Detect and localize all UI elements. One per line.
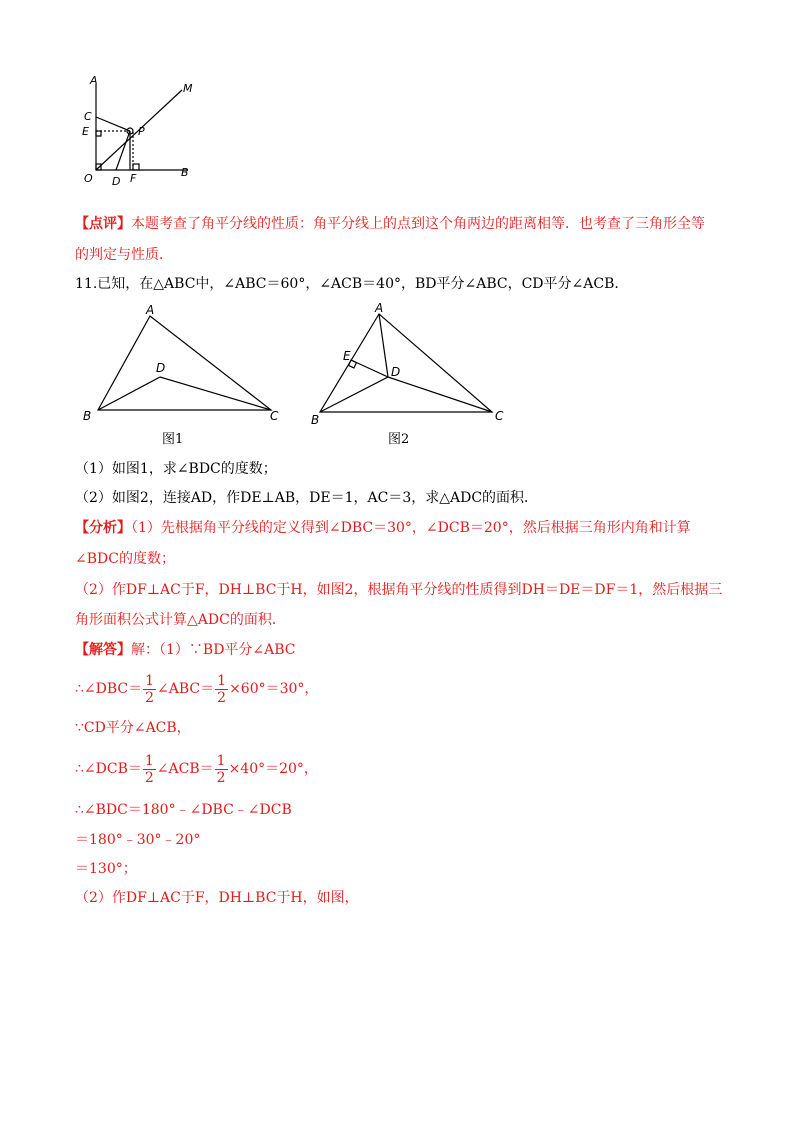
fig1-label-B: B [83, 409, 92, 423]
comment-tag: 【点评】 [75, 216, 131, 232]
fraction-denominator: 2 [217, 689, 227, 706]
fig1-label-D: D [156, 361, 166, 375]
fig2-label-C: C [495, 409, 504, 423]
label-B: B [181, 166, 189, 179]
sol2-part-c: ×60°＝30°， [229, 681, 319, 697]
problem-stem: 11.已知，在△ABC中，∠ABC＝60°，∠ACB＝40°，BD平分∠ABC，CD平分∠ACB． [75, 276, 629, 292]
solution-line-4 [75, 752, 318, 786]
sol4-part-b: ∠ACB＝ [156, 761, 214, 777]
fraction-numerator: 1 [217, 672, 227, 689]
fig2-label-E: E [343, 349, 351, 363]
figure-1-triangle [80, 300, 290, 425]
analysis-line-1 [75, 518, 691, 538]
comment-text-1: 本题考查了角平分线的性质：角平分线上的点到这个角两边的距离相等．也考查了三角形全等 [131, 216, 705, 232]
question-2: （2）如图2，连接AD，作DE⊥AB，DE＝1，AC＝3，求△ADC的面积． [75, 490, 539, 506]
analysis-line-2: ∠BDC的度数； [75, 551, 175, 567]
fig1-caption: 图1 [162, 432, 184, 447]
fraction-half-1 [143, 673, 156, 706]
fig1-label-A: A [146, 303, 155, 317]
solution-line-5: ∴∠BDC＝180°﹣∠DBC﹣∠DCB [75, 802, 292, 818]
analysis-text-1: （1）先根据角平分线的定义得到∠DBC＝30°，∠DCB＝20°，然后根据三角形内角和计算 [131, 520, 691, 536]
solution-line-6: ＝180°﹣30°﹣20° [75, 832, 201, 848]
fraction-numerator: 1 [216, 752, 226, 769]
fraction-half-4 [215, 753, 228, 786]
fraction-denominator: 2 [144, 769, 154, 786]
label-M: M [183, 82, 193, 95]
fraction-denominator: 2 [216, 769, 226, 786]
analysis-line-4: 角形面积公式计算△ADC的面积． [75, 612, 286, 628]
fraction-half-2 [215, 673, 228, 706]
fig2-label-A: A [375, 301, 384, 315]
question-1: （1）如图1，求∠BDC的度数； [75, 461, 277, 477]
figure-angle-bisector [70, 70, 210, 195]
fig2-label-D: D [391, 365, 401, 379]
solution-line-3: ∵CD平分∠ACB， [75, 720, 191, 736]
fraction-numerator: 1 [144, 752, 154, 769]
sol4-part-c: ×40°＝20°， [228, 761, 318, 777]
fig2-label-B: B [311, 413, 320, 427]
figure-2-triangle [305, 300, 515, 430]
label-E: E [82, 125, 89, 138]
solution-text-1: 解：（1）∵BD平分∠ABC [131, 642, 296, 658]
fraction-numerator: 1 [145, 672, 155, 689]
fig1-label-C: C [270, 409, 279, 423]
sol4-part-a: ∴∠DCB＝ [75, 761, 142, 777]
label-A: A [90, 74, 98, 87]
analysis-line-3: （2）作DF⊥AC于F，DH⊥BC于H，如图2，根据角平分线的性质得到DH＝DE＝DF＝1，然后根据三 [75, 582, 723, 598]
label-F: F [130, 172, 137, 185]
analysis-tag: 【分析】 [75, 520, 131, 536]
label-O: O [84, 172, 93, 185]
solution-line-1 [75, 640, 296, 660]
label-C: C [84, 110, 92, 123]
fraction-denominator: 2 [145, 689, 155, 706]
solution-line-2 [75, 672, 318, 706]
solution-line-7: ＝130°； [75, 861, 137, 877]
sol2-part-b: ∠ABC＝ [157, 681, 215, 697]
comment-line-2: 的判定与性质． [75, 247, 173, 263]
comment-line-1 [75, 214, 705, 234]
fraction-half-3 [143, 753, 156, 786]
label-D: D [112, 175, 121, 188]
label-P: P [138, 125, 145, 138]
solution-line-8: （2）作DF⊥AC于F，DH⊥BC于H，如图， [75, 890, 359, 906]
solution-tag: 【解答】 [75, 642, 131, 658]
sol2-part-a: ∴∠DBC＝ [75, 681, 143, 697]
fig2-caption: 图2 [388, 432, 410, 447]
